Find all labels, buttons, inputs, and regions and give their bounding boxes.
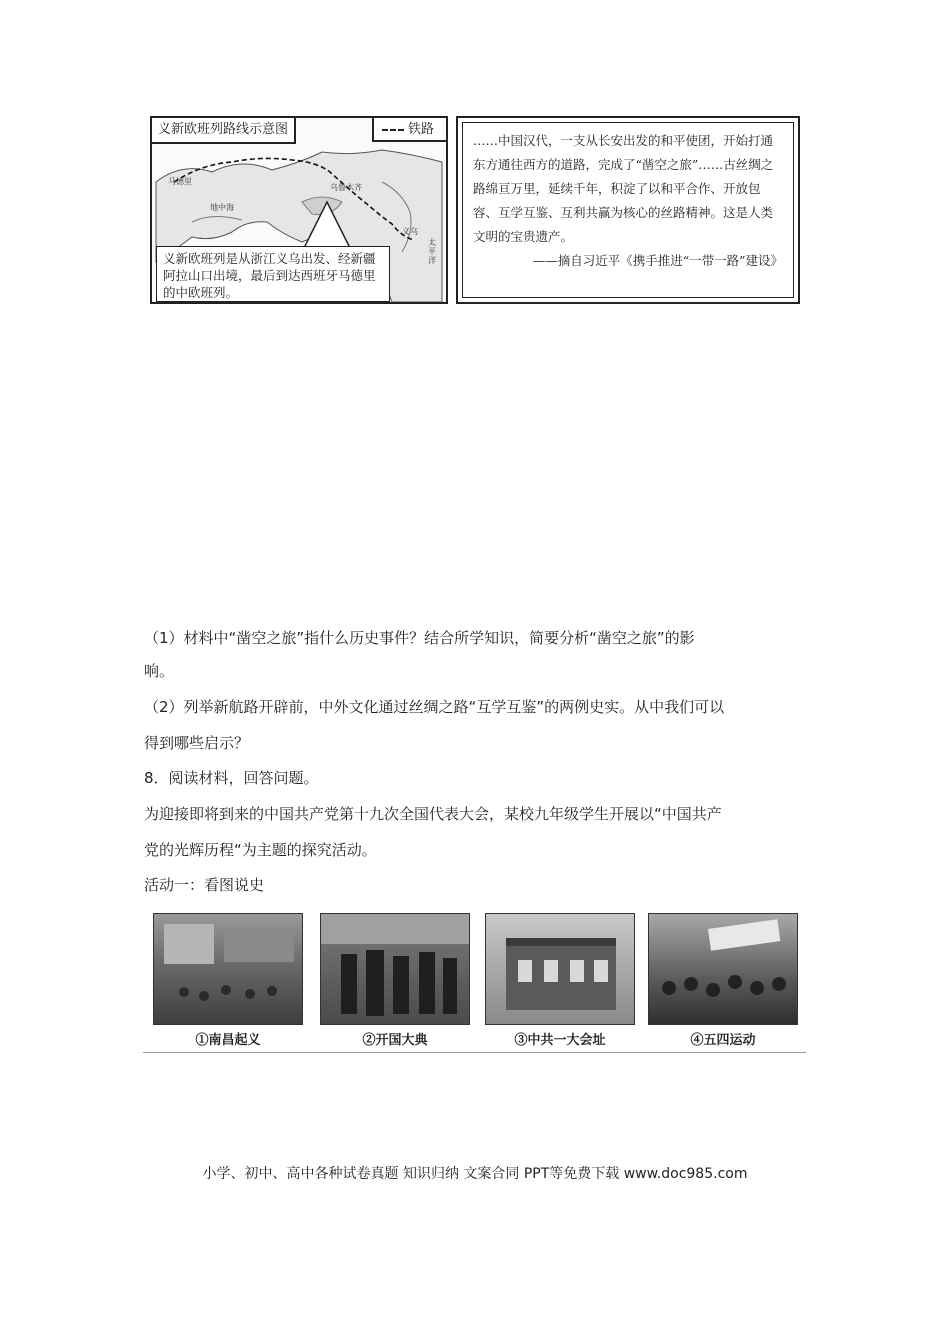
question-1-line-2: 响。 xyxy=(144,662,175,680)
intro-line-1: 为迎接即将到来的中国共产党第十九次全国代表大会，某校九年级学生开展以“中国共产 xyxy=(144,805,722,823)
intro-line-2: 党的光辉历程“为主题的探究活动。 xyxy=(144,841,377,859)
quote-source: ——摘自习近平《携手推进“一带一路”建设》 xyxy=(532,253,783,268)
photo-strip xyxy=(143,907,806,1053)
question-8-heading: 8．阅读材料，回答问题。 xyxy=(144,769,319,787)
map-label-madrid: 马德里 xyxy=(168,177,192,186)
quote-text: ……中国汉代，一支从长安出发的和平使团，开始打通东方通往西方的道路，完成了“凿空之旅”……古丝绸之路绵亘万里，延续千年，积淀了以和平合作、开放包容、互学互鉴、互利共赢为核心的丝路精神。这是人类文明的宝贵遗产。 xyxy=(473,133,774,244)
caption-founding-ceremony: ②开国大典 xyxy=(362,1033,428,1048)
quote-box xyxy=(462,122,794,298)
caption-nanchang-uprising: ①南昌起义 xyxy=(195,1033,261,1048)
activity-one-title: 活动一：看图说史 xyxy=(144,876,265,894)
question-1-line-1: （1）材料中“凿空之旅”指什么历史事件？结合所学知识，简要分析“凿空之旅”的影 xyxy=(144,629,695,647)
railway-dash-icon xyxy=(382,129,404,131)
photo-may-fourth-movement xyxy=(648,913,798,1025)
photo-first-congress-site xyxy=(485,913,635,1025)
map-label-yiwu: 义乌 xyxy=(402,227,418,236)
map-note: 义新欧班列是从浙江义乌出发、经新疆阿拉山口出境，最后到达西班牙马德里的中欧班列。 xyxy=(156,246,390,302)
caption-may-fourth-movement: ④五四运动 xyxy=(690,1033,756,1048)
photo-nanchang-uprising xyxy=(153,913,303,1025)
map-label-pacific: 太平洋 xyxy=(428,238,436,265)
legend-label: 铁路 xyxy=(408,122,435,137)
map-legend xyxy=(372,118,446,142)
rail-route-map xyxy=(150,116,448,304)
material-figure xyxy=(150,116,800,308)
map-label-urumqi: 乌鲁木齐 xyxy=(330,183,362,192)
map-label-med: 地中海 xyxy=(210,203,234,212)
caption-first-congress-site: ③中共一大会址 xyxy=(514,1033,606,1048)
map-title: 义新欧班列路线示意图 xyxy=(152,118,296,144)
question-2-line-1: （2）列举新航路开辟前，中外文化通过丝绸之路“互学互鉴”的两例史实。从中我们可以 xyxy=(144,698,725,716)
quote-panel xyxy=(456,116,800,304)
question-2-line-2: 得到哪些启示？ xyxy=(144,734,250,752)
photo-founding-ceremony xyxy=(320,913,470,1025)
page-footer: 小学、初中、高中各种试卷真题 知识归纳 文案合同 PPT等免费下载 www.doc985.com xyxy=(202,1166,748,1182)
